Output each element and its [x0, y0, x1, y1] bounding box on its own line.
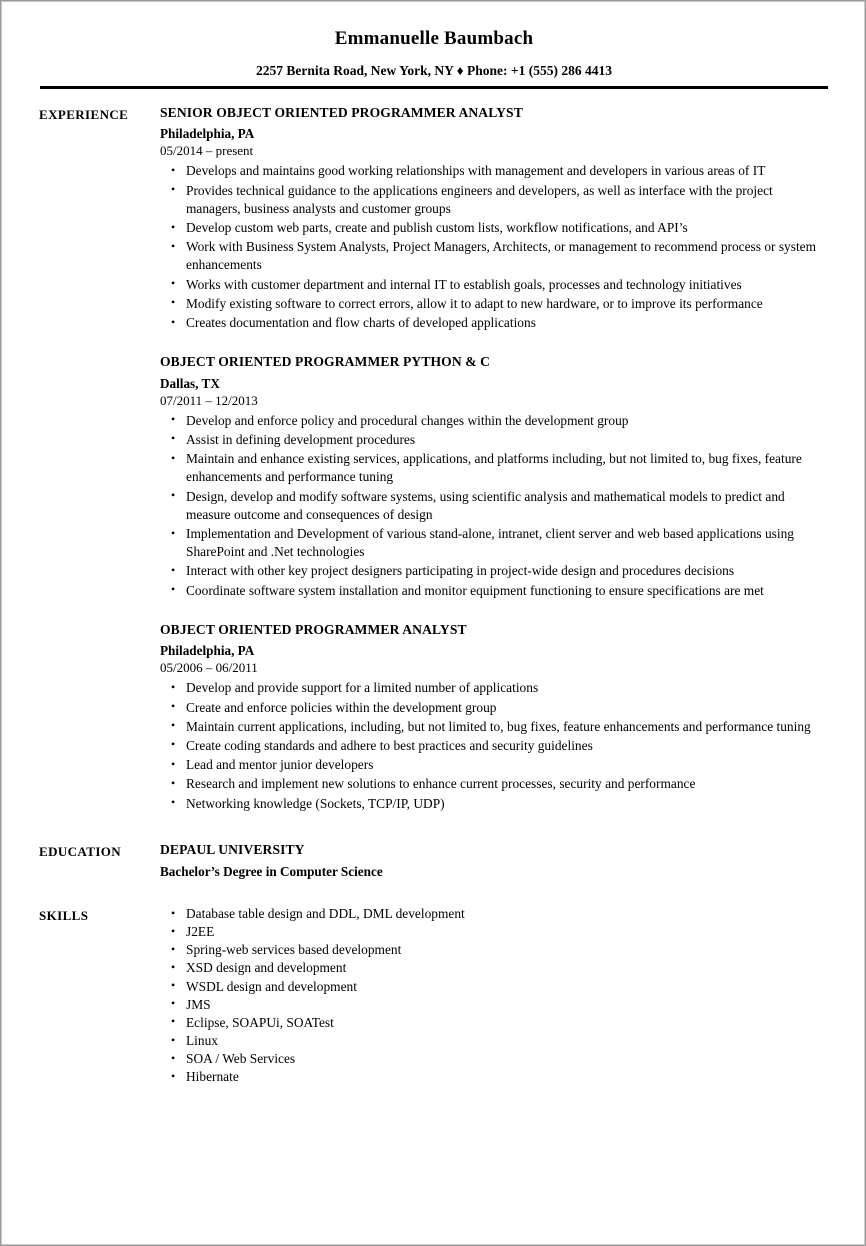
job-title: SENIOR OBJECT ORIENTED PROGRAMMER ANALYST [160, 104, 523, 120]
job-responsibilities-list [160, 679, 830, 813]
skills-section [2, 905, 866, 1087]
job-bullet: • Develop and provide support for a limited number of applications [160, 679, 830, 697]
skill-item: • JMS [160, 996, 830, 1014]
skill-item: • J2EE [160, 923, 830, 941]
job-responsibilities-list [160, 412, 830, 600]
job-bullet: • Design, develop and modify software systems, using scientific analysis and mathematical models to predict and measure outcome and consequences of design [160, 488, 830, 524]
job-bullet: • Work with Business System Analysts, Project Managers, Architects, or management to recommend process or system enhancements [160, 238, 830, 274]
section-spacer [2, 813, 866, 841]
job-bullet: • Interact with other key project designers participating in project-wide design and procedures decisions [160, 562, 830, 580]
job-responsibilities-list [160, 162, 830, 332]
job-bullet: • Create coding standards and adhere to best practices and security guidelines [160, 737, 830, 755]
skills-section-label: SKILLS [39, 908, 89, 923]
job-location: Philadelphia, PA [160, 643, 255, 659]
page-inner-border [1, 1, 865, 1245]
skills-list [160, 905, 830, 1087]
job-dates: 05/2006 – 06/2011 [160, 660, 258, 676]
skill-item: • Linux [160, 1032, 830, 1050]
header-divider-rule [40, 86, 828, 89]
experience-job [160, 621, 830, 813]
job-bullet: • Coordinate software system installation and monitor equipment functioning to ensure specifications are met [160, 582, 830, 600]
education-section [2, 841, 866, 881]
resume-content [2, 2, 866, 1087]
job-location: Dallas, TX [160, 375, 220, 391]
experience-section [2, 104, 866, 813]
job-bullet: • Assist in defining development procedures [160, 431, 830, 449]
candidate-contact-line: 2257 Bernita Road, New York, NY ♦ Phone: +1 (555) 286 4413 [256, 62, 612, 78]
skill-item: • Eclipse, SOAPUi, SOATest [160, 1014, 830, 1032]
job-bullet: • Creates documentation and flow charts of developed applications [160, 314, 830, 332]
job-bullet: • Modify existing software to correct errors, allow it to adapt to new hardware, or to improve its performance [160, 295, 830, 313]
job-bullet: • Maintain current applications, including, but not limited to, bug fixes, feature enhancements and performance tuning [160, 718, 830, 736]
education-school: DEPAUL UNIVERSITY [160, 841, 305, 857]
education-section-body [160, 841, 830, 881]
skill-item: • Database table design and DDL, DML development [160, 905, 830, 923]
job-bullet: • Develops and maintains good working relationships with management and developers in various areas of IT [160, 162, 830, 180]
experience-section-body [160, 104, 830, 813]
skills-section-body [160, 905, 830, 1087]
job-bullet: • Implementation and Development of various stand-alone, intranet, client server and web based applications using SharePoint and .Net technologies [160, 525, 830, 561]
skill-item: • WSDL design and development [160, 978, 830, 996]
job-location: Philadelphia, PA [160, 126, 255, 142]
job-title: OBJECT ORIENTED PROGRAMMER PYTHON & C [160, 354, 491, 370]
section-spacer [2, 881, 866, 905]
job-bullet: • Provides technical guidance to the applications engineers and developers, as well as interface with the project managers, business analysts and customer groups [160, 182, 830, 218]
job-bullet: • Develop custom web parts, create and publish custom lists, workflow notifications, and API’s [160, 219, 830, 237]
job-bullet: • Networking knowledge (Sockets, TCP/IP, UDP) [160, 795, 830, 813]
experience-job [160, 353, 830, 600]
job-dates: 05/2014 – present [160, 143, 254, 159]
job-bullet: • Works with customer department and internal IT to establish goals, processes and technology initiatives [160, 276, 830, 294]
job-bullet: • Lead and mentor junior developers [160, 756, 830, 774]
education-degree: Bachelor’s Degree in Computer Science [160, 864, 383, 880]
education-section-label: EDUCATION [39, 843, 122, 859]
candidate-name: Emmanuelle Baumbach [334, 28, 534, 49]
skill-item: • SOA / Web Services [160, 1050, 830, 1068]
job-bullet: • Research and implement new solutions to enhance current processes, security and performance [160, 775, 830, 793]
experience-section-label: EXPERIENCE [39, 106, 129, 122]
job-title: OBJECT ORIENTED PROGRAMMER ANALYST [160, 621, 467, 637]
skill-item: • Spring-web services based development [160, 941, 830, 959]
resume-header [2, 2, 866, 89]
job-bullet: • Maintain and enhance existing services, applications, and platforms including, but not limited to, bug fixes, feature enhancements and performance tuning [160, 450, 830, 486]
skill-item: • Hibernate [160, 1068, 830, 1086]
job-bullet: • Develop and enforce policy and procedural changes within the development group [160, 412, 830, 430]
job-bullet: • Create and enforce policies within the development group [160, 699, 830, 717]
skill-item: • XSD design and development [160, 959, 830, 977]
job-dates: 07/2011 – 12/2013 [160, 392, 258, 408]
experience-job [160, 104, 830, 332]
